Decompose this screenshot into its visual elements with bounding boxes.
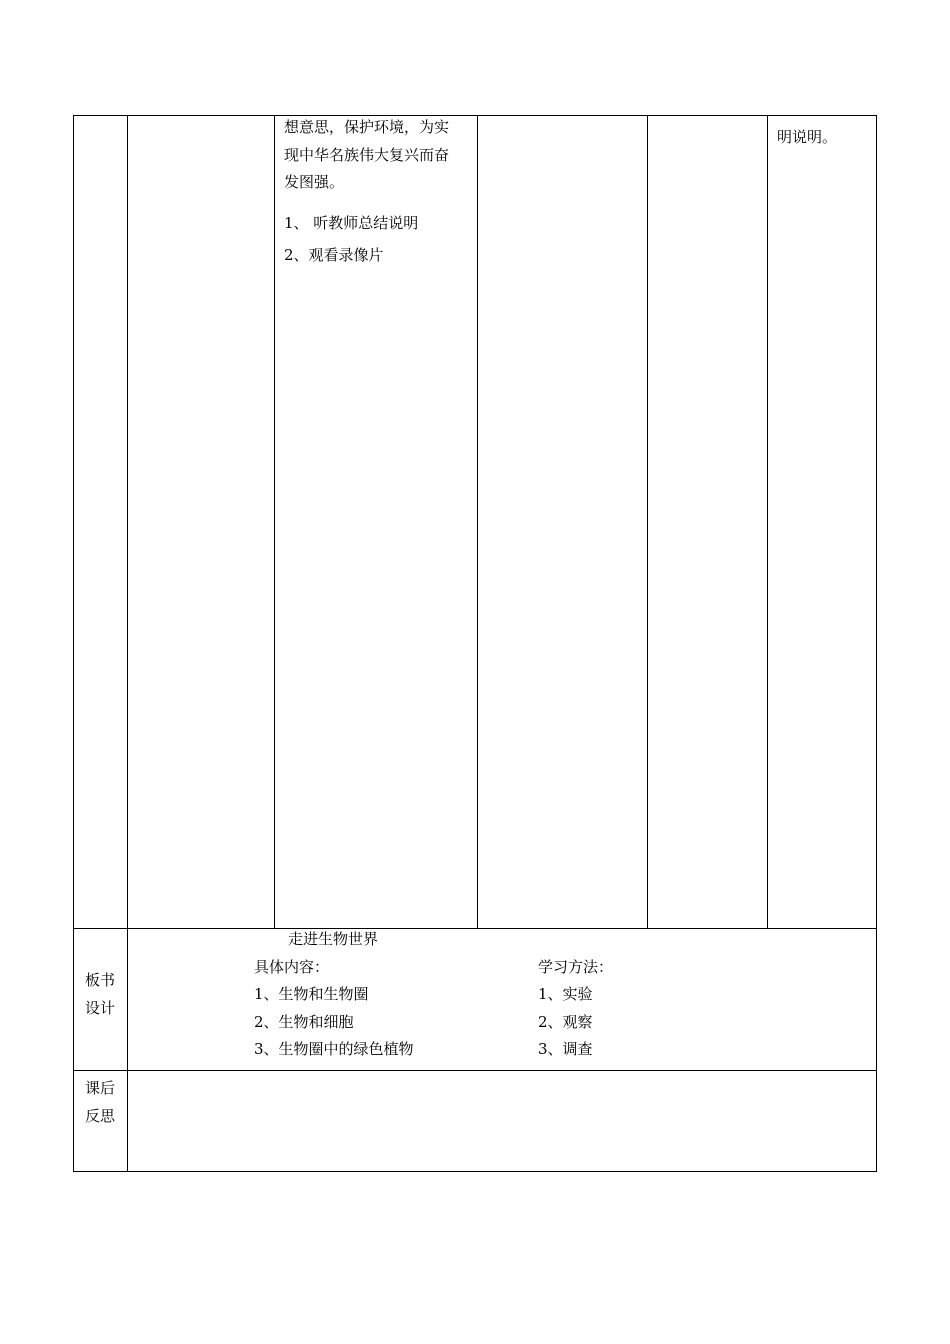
column-divider-label [127, 115, 128, 1172]
method-item: 1、实验 [538, 985, 593, 1003]
method-item: 2、观察 [538, 1013, 593, 1031]
reflection-label-line: 反思 [85, 1107, 116, 1125]
board-title: 走进生物世界 [288, 930, 379, 948]
table-border-top [73, 115, 877, 116]
content-header: 具体内容： [254, 958, 330, 976]
table-border-left [73, 115, 74, 1172]
column-divider-5 [767, 115, 768, 928]
content-item: 3、生物圈中的绿色植物 [254, 1040, 414, 1058]
board-design-label-line: 板书 [85, 971, 116, 989]
table-border-bottom [73, 1171, 877, 1172]
reflection-label-line: 课后 [85, 1079, 116, 1097]
methods-header: 学习方法： [538, 958, 614, 976]
content-item: 1、生物和生物圈 [254, 985, 369, 1003]
student-activity-line: 想意思，保护环境，为实 [284, 118, 450, 136]
reflection-content-cell [128, 1071, 876, 1171]
content-item: 2、生物和细胞 [254, 1013, 354, 1031]
board-design-label-line: 设计 [85, 999, 116, 1017]
student-activity-line: 发图强。 [284, 173, 345, 191]
student-step: 2、观看录像片 [284, 246, 384, 264]
row-divider-board [73, 928, 877, 929]
student-activity-line: 现中华名族伟大复兴而奋 [284, 146, 450, 164]
table-border-right [876, 115, 877, 1172]
column-divider-4 [647, 115, 648, 928]
student-step: 1、 听教师总结说明 [284, 214, 419, 232]
column-divider-2 [274, 115, 275, 928]
method-item: 3、调查 [538, 1040, 593, 1058]
design-intent-text: 明说明。 [777, 128, 838, 146]
column-divider-3 [477, 115, 478, 928]
